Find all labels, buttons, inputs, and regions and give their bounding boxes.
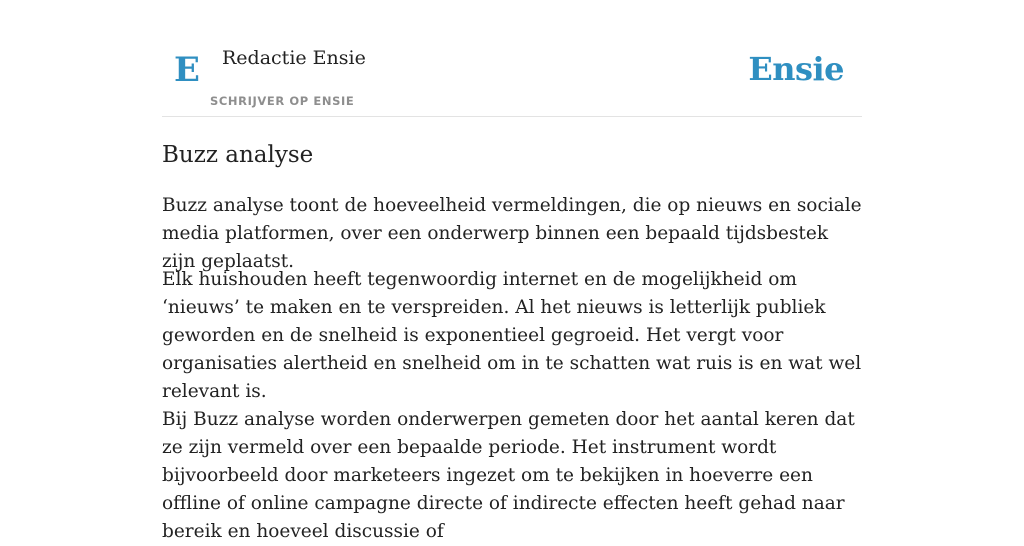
author-name[interactable]: Redactie Ensie bbox=[222, 47, 366, 69]
article-header bbox=[162, 0, 862, 117]
article-card bbox=[162, 0, 862, 542]
ensie-logo[interactable]: Ensie bbox=[748, 50, 844, 88]
author-avatar[interactable]: E bbox=[174, 50, 200, 90]
article-paragraph: Elk huishouden heeft tegenwoordig internet en de mogelijkheid om ‘nieuws’ te maken en te verspreiden. Al het nieuws is letterlijk publiek geworden en de snelheid is exponentieel gegroeid. Het vergt voor organisaties alertheid en snelheid om in te schatten wat ruis is en wat wel relevant is. bbox=[162, 269, 862, 402]
author-role: SCHRIJVER OP ENSIE bbox=[210, 94, 355, 108]
article-paragraph: Buzz analyse toont de hoeveelheid vermeldingen, die op nieuws en sociale media platformen, over een onderwerp binnen een bepaald tijdsbestek zijn geplaatst. bbox=[162, 195, 862, 272]
article-paragraph: Bij Buzz analyse worden onderwerpen gemeten door het aantal keren dat ze zijn vermeld over een bepaalde periode. Het instrument wordt bijvoorbeeld door marketeers ingezet om te bekijken in hoeverre een offline of online campagne directe of indirecte effecten heeft gehad naar bereik en hoeveel discussie of bbox=[162, 409, 855, 542]
article-title: Buzz analyse bbox=[162, 142, 314, 168]
